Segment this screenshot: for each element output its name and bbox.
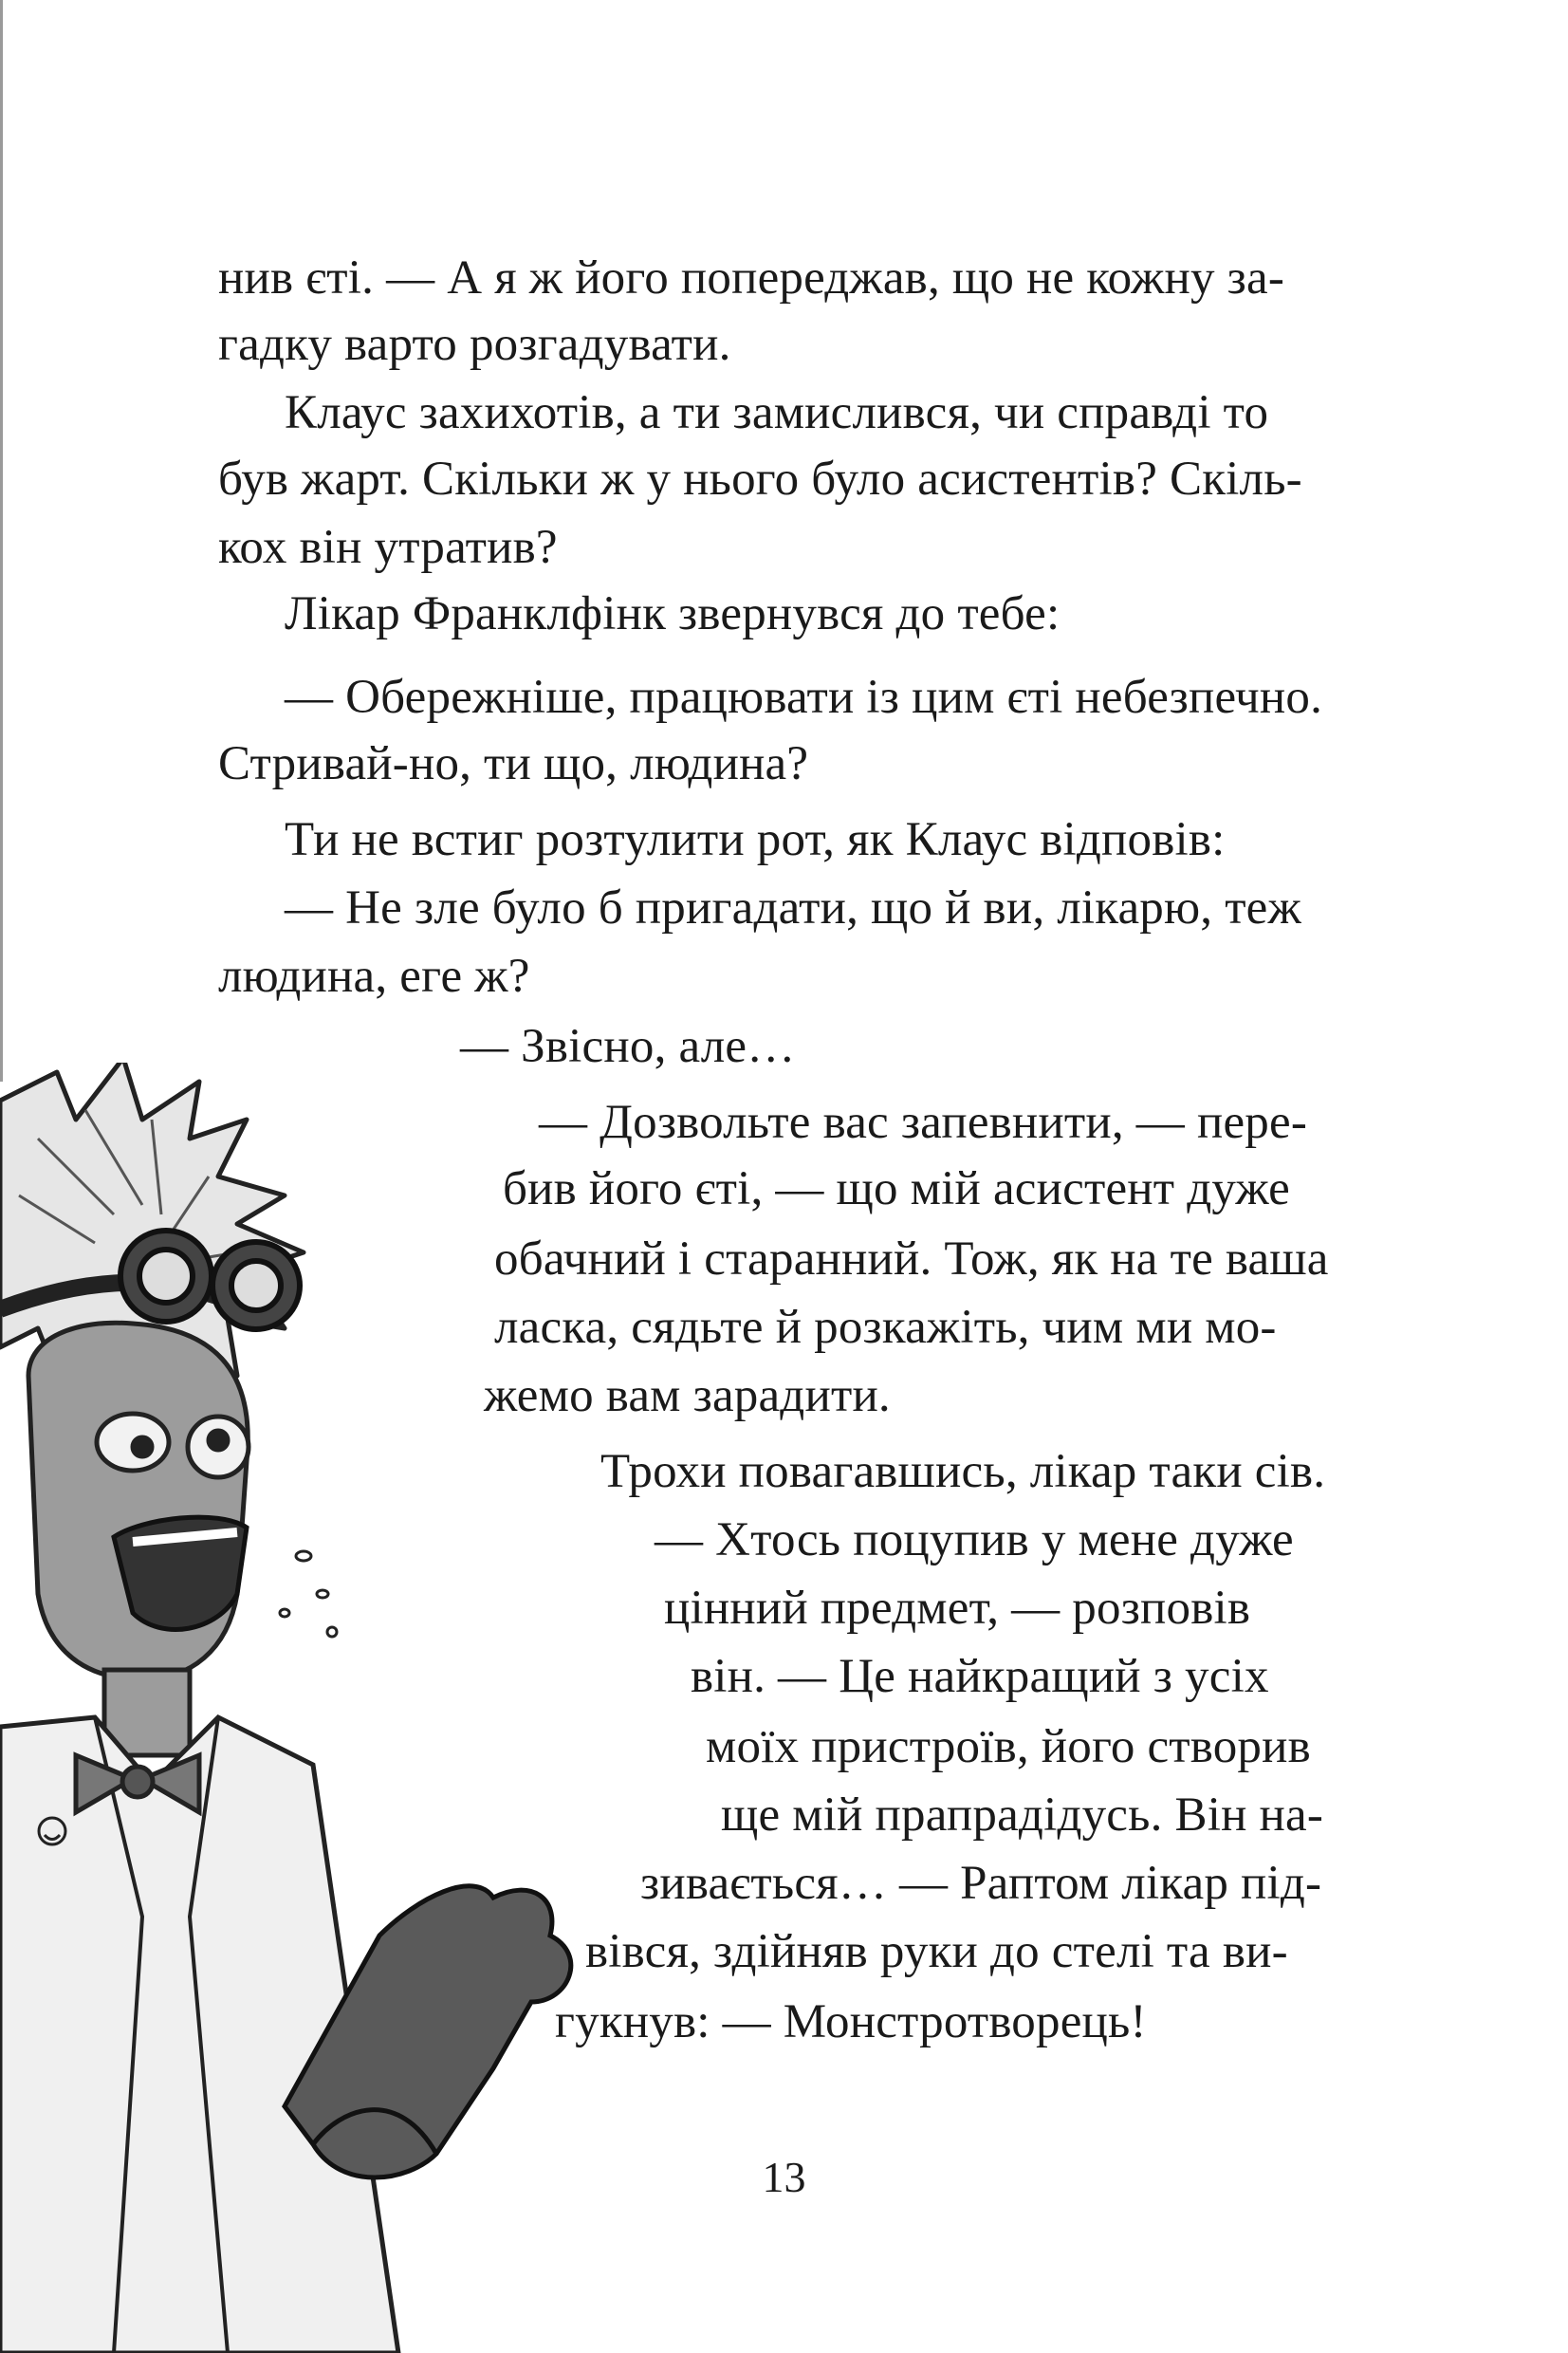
page-edge-line xyxy=(0,0,3,1082)
text-line-4: був жарт. Скільки ж у нього було асистентів? Скіль- xyxy=(218,453,1302,506)
text-line-3: Клаус захихотів, а ти замислився, чи справді то xyxy=(285,386,1269,439)
text-line-26: гукнув: — Монстротворець! xyxy=(555,1995,1147,2048)
text-line-23: ще мій прапрадідусь. Він на- xyxy=(721,1788,1324,1842)
text-line-9: Ти не встиг розтулити рот, як Клаус відповів: xyxy=(285,813,1226,866)
text-line-8: Стривай-но, ти що, людина? xyxy=(218,737,809,790)
text-line-10: — Не зле було б пригадати, що й ви, лікарю, теж xyxy=(285,881,1301,935)
page-number: 13 xyxy=(762,2153,806,2201)
text-line-7: — Обережніше, працювати із цим єті небезпечно. xyxy=(285,671,1323,724)
smiley-badge-icon xyxy=(39,1818,65,1844)
head-shape xyxy=(28,1323,248,1679)
text-line-24: зивається… — Раптом лікар під- xyxy=(640,1857,1322,1910)
text-line-18: Трохи повагавшись, лікар таки сів. xyxy=(600,1445,1326,1498)
text-line-15: обачний і старанний. Тож, як на те ваша xyxy=(494,1232,1329,1286)
text-line-25: вівся, здійняв руки до стелі та ви- xyxy=(585,1925,1288,1978)
text-line-17: жемо вам зарадити. xyxy=(484,1369,891,1422)
text-line-11: людина, еге ж? xyxy=(218,950,530,1003)
text-line-14: бив його єті, — що мій асистент дуже xyxy=(503,1162,1290,1215)
text-line-19: — Хтось поцупив у мене дуже xyxy=(655,1513,1294,1566)
text-line-21: він. — Це найкращий з усіх xyxy=(691,1650,1269,1703)
doctor-illustration xyxy=(0,1063,683,2353)
text-line-5: кох він утратив? xyxy=(218,521,558,574)
text-line-2: гадку варто розгадувати. xyxy=(218,318,731,371)
text-line-12: — Звісно, але… xyxy=(460,1020,796,1073)
text-line-16: ласка, сядьте й розкажіть, чим ми мо- xyxy=(494,1301,1277,1354)
text-line-20: цінний предмет, — розповів xyxy=(664,1582,1251,1635)
text-line-1: нив єті. — А я ж його попереджав, що не кожну за- xyxy=(218,251,1285,305)
text-line-6: Лікар Франклфінк звернувся до тебе: xyxy=(285,587,1061,640)
text-line-13: — Дозвольте вас запевнити, — пере- xyxy=(539,1096,1308,1149)
text-line-22: моїх пристроїв, його створив xyxy=(706,1720,1311,1773)
